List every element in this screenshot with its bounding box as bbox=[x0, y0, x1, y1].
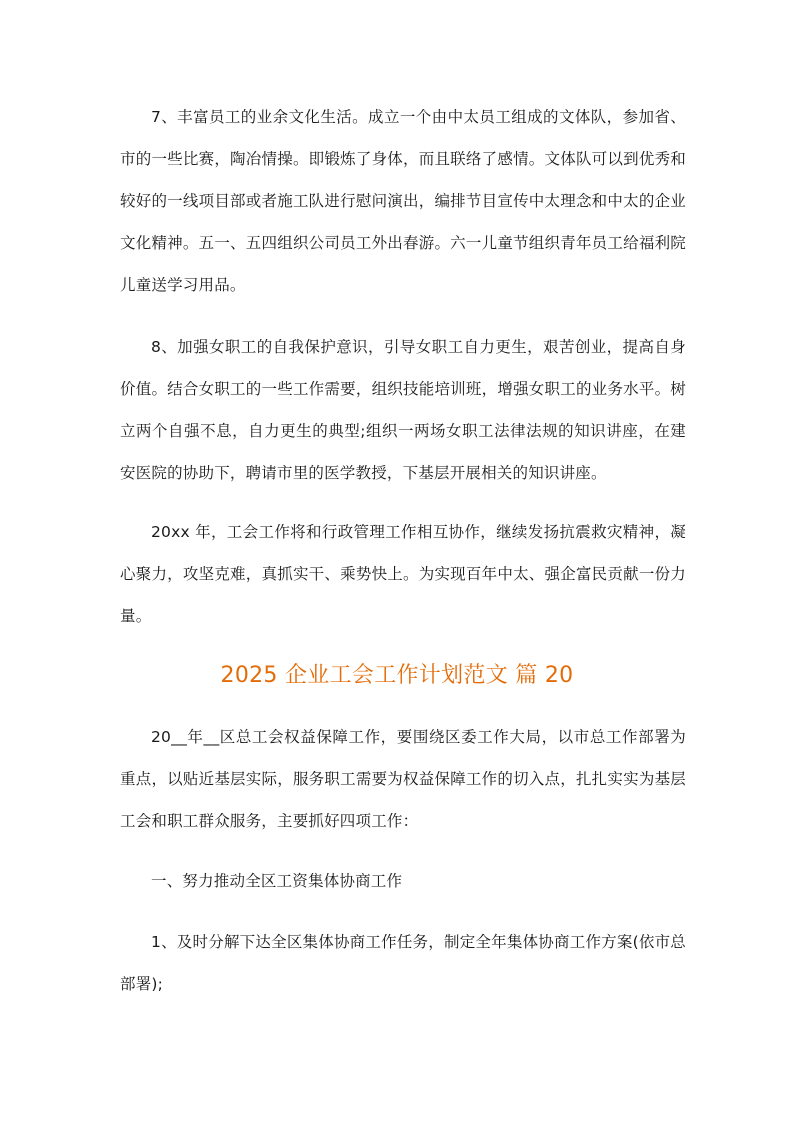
paragraph-item-1: 1、及时分解下达全区集体协商工作任务，制定全年集体协商工作方案(依市总部署); bbox=[120, 933, 686, 993]
section-heading: 2025 企业工会工作计划范文 篇 20 bbox=[220, 663, 574, 688]
paragraph-subheading: 一、努力推动全区工资集体协商工作 bbox=[151, 872, 403, 890]
paragraph-closing-summary: 20xx 年，工会工作将和行政管理工作相互协作，继续发扬抗震救灾精神，凝心聚力，攻坚克难，真抓实干、乘势快上。为实现百年中太、强企富民贡献一份力量。 bbox=[120, 523, 686, 625]
paragraph-item-7: 7、丰富员工的业余文化生活。成立一个由中太员工组成的文体队，参加省、市的一些比赛，陶冶情操。即锻炼了身体，而且联络了感情。文体队可以到优秀和较好的一线项目部或者施工队进行慰问演出，编排节目宣传中太理念和中太的企业文化精神。五一、五四组织公司员工外出春游。六一儿童节组织青年员工给福利院儿童送学习用品。 bbox=[120, 108, 686, 294]
paragraph-intro: 20__年__区总工会权益保障工作，要围绕区委工作大局，以市总工作部署为重点，以贴近基层实际，服务职工需要为权益保障工作的切入点，扎扎实实为基层工会和职工群众服务，主要抓好四项工作： bbox=[120, 728, 686, 830]
paragraph-item-8: 8、加强女职工的自我保护意识，引导女职工自力更生，艰苦创业，提高自身价值。结合女职工的一些工作需要，组织技能培训班，增强女职工的业务水平。树立两个自强不息，自力更生的典型;组织一两场女职工法律法规的知识讲座，在建安医院的协助下，聘请市里的医学教授，下基层开展相关的知识讲座。 bbox=[120, 338, 686, 482]
